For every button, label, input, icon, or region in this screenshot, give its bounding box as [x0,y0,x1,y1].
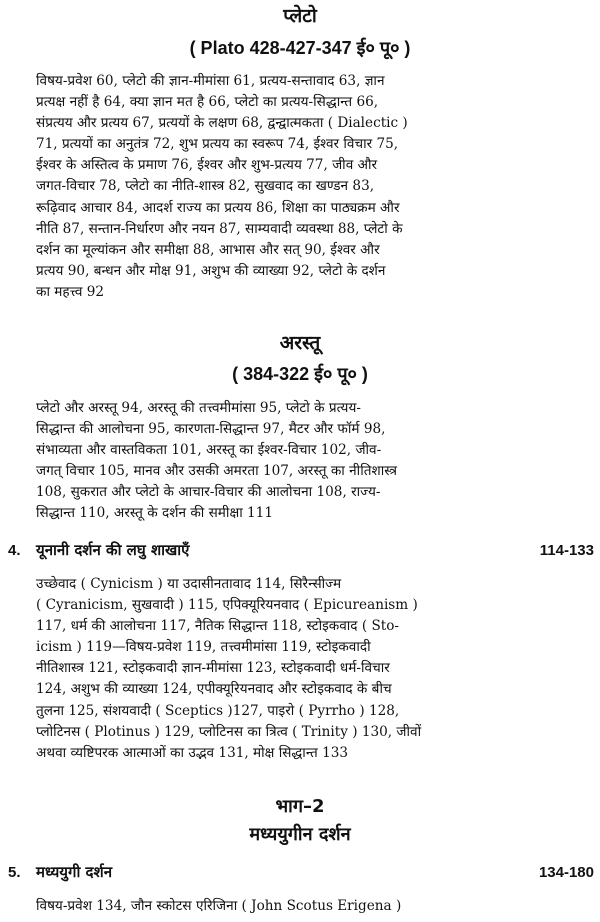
contents-line: संभाव्यता और वास्तविकता 101, अरस्तू का ईश्वर-विचार 102, जीव- [36,442,382,459]
contents-line: रूढ़िवाद आचार 84, आदर्श राज्य का प्रत्यय 86, शिक्षा का पाठ्यक्रम और [36,199,400,216]
aristotle-heading: अरस्तू [279,332,321,354]
plato-contents-paragraph [36,71,502,303]
contents-line: 124, अशुभ की व्याख्या 124, एपीक्यूरियनवाद और स्टोइकवाद के बीच [36,681,392,698]
chapter-4-pages: 114-133 [539,542,594,559]
contents-line: का महत्त्व 92 [36,283,105,300]
contents-line: तुलना 125, संशयवादी ( Sceptics )127, पाइरो ( Pyrrho ) 128, [36,702,400,719]
contents-line: प्लेटो और अरस्तू 94, अरस्तू की तत्त्वमीमांसा 95, प्लेटो के प्रत्यय- [36,400,361,416]
chapter-4-entry[interactable] [0,542,600,568]
contents-line: सिद्धान्त 110, अरस्तू के दर्शन की समीक्षा 111 [36,505,273,522]
contents-line: 71, प्रत्ययों का अनुतंत्र 72, शुभ प्रत्यय का स्वरूप 74, ईश्वर विचार 75, [36,136,399,153]
contents-line: प्रत्यक्ष नहीं है 64, क्या ज्ञान मत है 66, प्लेटो का प्रत्यय-सिद्धान्त 66, [36,94,379,111]
contents-line: उच्छेवाद ( Cynicism ) या उदासीनतावाद 114, सिरैन्सीज्म [36,576,342,592]
contents-line: प्रत्यय 90, बन्धन और मोक्ष 91, अशुभ की व्याख्या 92, प्लेटो के दर्शन [36,262,386,279]
chapter-5-number: 5. [8,864,21,881]
part-2-title: मध्ययुगीन दर्शन [249,824,351,845]
chapter-4-contents-paragraph [36,574,502,764]
chapter-5-pages: 134-180 [538,864,594,881]
chapter-5-contents-paragraph [36,896,502,917]
plato-dates: ( Plato 428-427-347 ई० पू० ) [189,38,411,58]
chapter-5-title: मध्ययुगी दर्शन [36,863,113,881]
contents-line: ईश्वर के अस्तित्व के प्रमाण 76, ईश्वर और शुभ-प्रत्यय 77, जीव और [36,157,378,174]
contents-line: icism ) 119—विषय-प्रवेश 119, तत्त्वमीमांसा 119, स्टोइकवादी [36,639,371,656]
chapter-4-number: 4. [8,542,21,559]
contents-line: जगत-विचार 78, प्लेटो का नीति-शास्त्र 82, सुखवाद का खण्डन 83, [36,178,375,195]
chapter-5-entry[interactable] [0,864,600,890]
chapter-4-title: यूनानी दर्शन की लघु शाखाएँ [36,541,190,559]
contents-line: प्लोटिनस ( Plotinus ) 129, प्लोटिनस का त्रित्व ( Trinity ) 130, जीवों [36,723,422,740]
contents-line: विषय-प्रवेश 134, जौन स्कोटस एरिजिना ( John Scotus Erigena ) [36,898,402,914]
contents-line: अथवा व्यष्टिपरक आत्माओं का उद्भव 131, मोक्ष सिद्धान्त 133 [36,744,349,761]
contents-line: सिद्धान्त की आलोचना 95, कारणता-सिद्धान्त 97, मैटर और फॉर्म 98, [36,421,386,438]
contents-line: नीतिशास्त्र 121, स्टोइकवादी ज्ञान-मीमांसा 123, स्टोइकवादी धर्म-विचार [36,660,390,677]
contents-line: विषय-प्रवेश 60, प्लेटो की ज्ञान-मीमांसा 61, प्रत्यय-सन्तावाद 63, ज्ञान [36,73,385,89]
contents-line: जगत् विचार 105, मानव और उसकी अमरता 107, अरस्तू का नीतिशास्त्र [36,463,398,480]
aristotle-contents-paragraph [36,398,502,525]
plato-heading: प्लेटो [283,5,317,27]
contents-line: 108, सुकरात और प्लेटो के आचार-विचार की आलोचना 108, राज्य- [36,484,381,501]
contents-line: नीति 87, सन्तान-निर्धारण और नयन 87, साम्यवादी व्यवस्था 88, प्लेटो के [36,220,403,237]
contents-line: 117, धर्म की आलोचना 117, नैतिक सिद्धान्त 118, स्टोइकवाद ( Sto- [36,618,399,635]
contents-line: संप्रत्यय और प्रत्यय 67, प्रत्ययों के लक्षण 68, द्वन्द्वात्मकता ( Dialectic ) [36,115,408,132]
aristotle-dates: ( 384-322 ई० पू० ) [232,364,368,384]
contents-line: ( Cyranicism, सुखवादी ) 115, एपिक्यूरियनवाद ( Epicureanism ) [36,597,418,614]
contents-line: दर्शन का मूल्यांकन और समीक्षा 88, आभास और सत् 90, ईश्वर और [36,241,380,258]
part-2-label: भाग–2 [275,796,325,817]
